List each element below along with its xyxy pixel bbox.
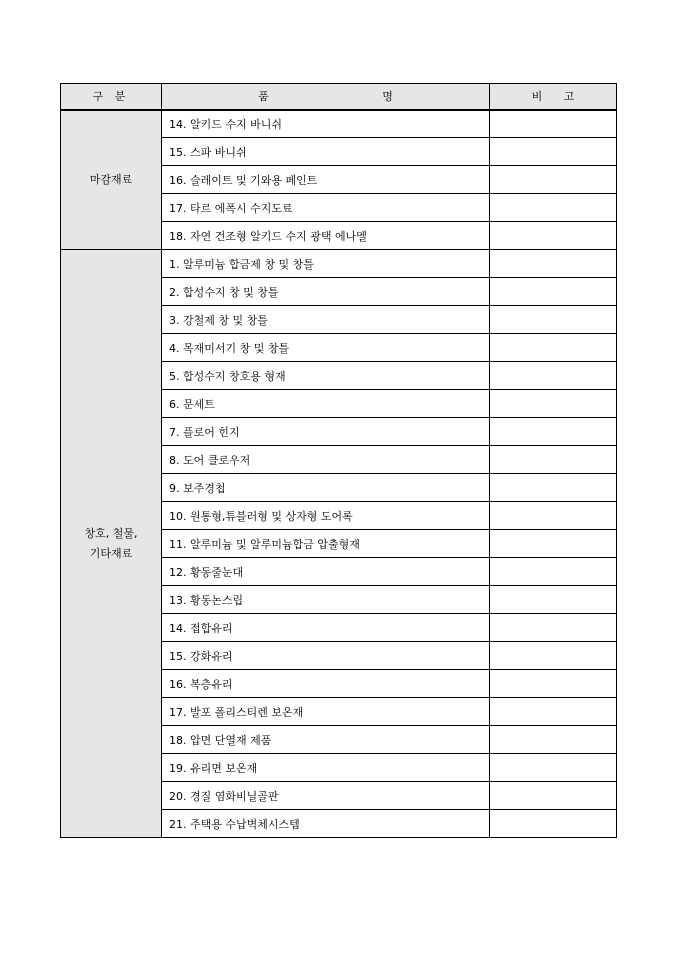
item-name-cell: 5. 합성수지 창호용 형재 (162, 362, 490, 390)
item-name-cell: 19. 유리면 보온재 (162, 754, 490, 782)
category-cell (61, 110, 162, 250)
remarks-cell (490, 782, 617, 810)
remarks-cell (490, 250, 617, 278)
remarks-cell (490, 530, 617, 558)
header-row (61, 84, 617, 110)
item-name-cell: 6. 문세트 (162, 390, 490, 418)
remarks-cell (490, 306, 617, 334)
item-name-cell: 2. 합성수지 창 및 창틀 (162, 278, 490, 306)
remarks-cell (490, 390, 617, 418)
item-name-cell: 16. 복층유리 (162, 670, 490, 698)
remarks-cell (490, 754, 617, 782)
item-name-cell: 9. 보주경첩 (162, 474, 490, 502)
item-name-cell: 21. 주택용 수납벽체시스템 (162, 810, 490, 838)
remarks-cell (490, 474, 617, 502)
item-name-cell: 1. 알루미늄 합금제 창 및 창틀 (162, 250, 490, 278)
remarks-cell (490, 726, 617, 754)
item-name-cell: 18. 자연 건조형 알키드 수지 광택 에나멜 (162, 222, 490, 250)
remarks-cell (490, 278, 617, 306)
category-label: 기타재료 (89, 546, 133, 560)
item-name-cell: 14. 접합유리 (162, 614, 490, 642)
category-cell (61, 250, 162, 838)
remarks-cell (490, 418, 617, 446)
materials-table (60, 83, 617, 838)
remarks-cell (490, 222, 617, 250)
item-name-cell: 11. 알루미늄 및 알루미늄합금 압출형재 (162, 530, 490, 558)
item-name-cell: 16. 슬레이트 및 기와용 페인트 (162, 166, 490, 194)
item-name-cell: 18. 압면 단열재 제품 (162, 726, 490, 754)
item-name-cell: 15. 스파 바니쉬 (162, 138, 490, 166)
remarks-cell (490, 614, 617, 642)
remarks-cell (490, 642, 617, 670)
item-name-cell: 8. 도어 클로우저 (162, 446, 490, 474)
remarks-cell (490, 194, 617, 222)
remarks-cell (490, 558, 617, 586)
remarks-cell (490, 502, 617, 530)
item-name-cell: 15. 강화유리 (162, 642, 490, 670)
item-name-cell: 12. 황동줄눈대 (162, 558, 490, 586)
header-category: 구 분 (61, 84, 162, 110)
table-row (61, 250, 617, 278)
item-name-cell: 10. 원통형,튜블러형 및 상자형 도어록 (162, 502, 490, 530)
remarks-cell (490, 138, 617, 166)
remarks-cell (490, 810, 617, 838)
remarks-cell (490, 446, 617, 474)
item-name-cell: 13. 황동논스립 (162, 586, 490, 614)
table-row (61, 110, 617, 138)
item-name-cell: 17. 타르 에폭시 수지도료 (162, 194, 490, 222)
item-name-cell: 20. 경질 염화비닐골판 (162, 782, 490, 810)
remarks-cell (490, 670, 617, 698)
remarks-cell (490, 362, 617, 390)
remarks-cell (490, 166, 617, 194)
item-name-cell: 7. 플로어 힌지 (162, 418, 490, 446)
remarks-cell (490, 334, 617, 362)
remarks-cell (490, 698, 617, 726)
item-name-cell: 17. 발포 폴리스티렌 보온재 (162, 698, 490, 726)
category-label: 창호, 철물, (84, 526, 138, 540)
header-item-name: 품 명 (162, 84, 490, 110)
item-name-cell: 14. 알키드 수지 바니쉬 (162, 110, 490, 138)
remarks-cell (490, 586, 617, 614)
category-label: 마감재료 (89, 172, 133, 186)
item-name-cell: 3. 강철제 창 및 창틀 (162, 306, 490, 334)
table-body (61, 110, 617, 838)
header-remarks: 비 고 (490, 84, 617, 110)
item-name-cell: 4. 목재미서기 창 및 창틀 (162, 334, 490, 362)
remarks-cell (490, 110, 617, 138)
